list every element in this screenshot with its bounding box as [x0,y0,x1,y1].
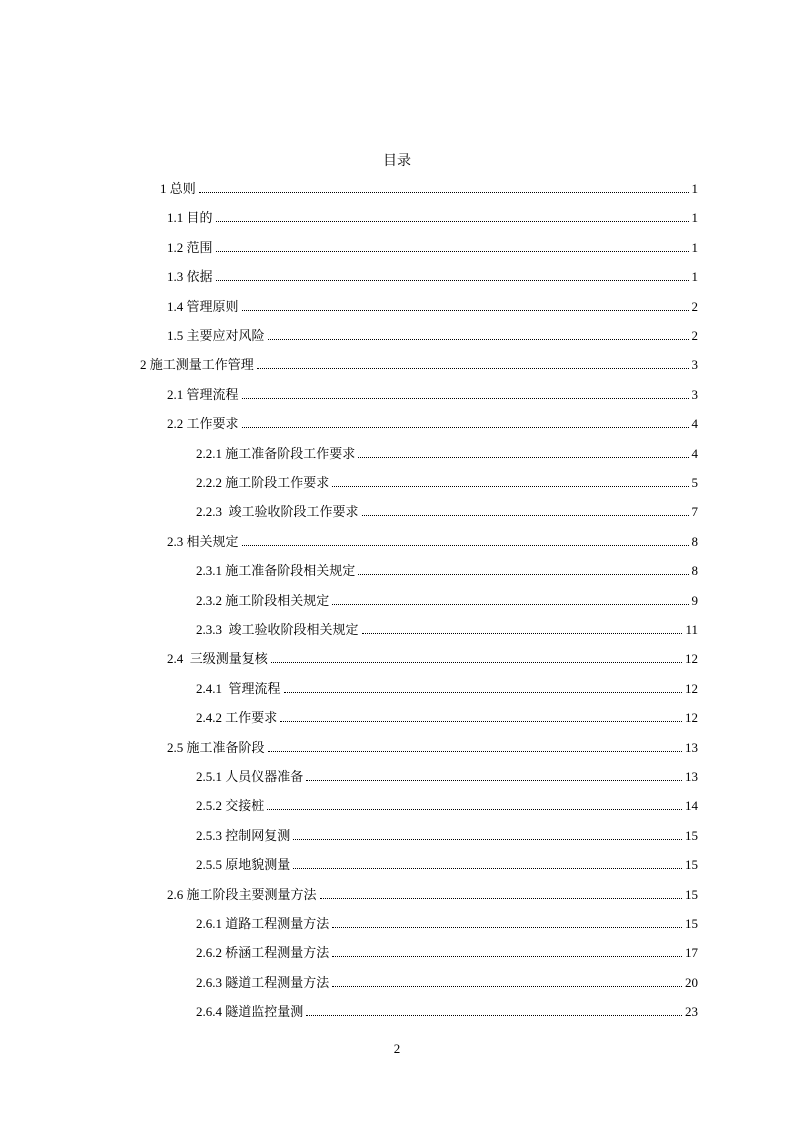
toc-entry-label: 1.1 目的 [167,210,213,226]
toc-entry[interactable] [196,797,698,815]
toc-entry-page: 8 [691,533,698,549]
toc-entry-page: 13 [685,769,698,784]
toc-entry-label: 2.4.1 管理流程 [196,680,281,696]
toc-entry[interactable] [167,239,698,257]
toc-entry[interactable] [196,944,698,962]
toc-entry[interactable] [167,415,698,433]
toc-entry-label: 2.3.2 施工阶段相关规定 [196,592,330,608]
toc-entry[interactable] [196,621,698,639]
toc-entry-page: 15 [685,857,698,873]
toc-dot-leader [358,573,688,575]
toc-dot-leader [216,250,689,252]
toc-entry[interactable] [196,503,698,521]
toc-dot-leader [332,985,682,987]
toc-dot-leader [293,838,682,840]
toc-entry[interactable] [196,709,698,727]
toc-entry[interactable] [196,915,698,933]
toc-entry-page: 15 [685,886,698,902]
toc-entry-page: 4 [691,445,698,461]
toc-entry[interactable] [167,886,698,904]
toc-entry[interactable] [196,856,698,874]
toc-dot-leader [242,309,689,311]
toc-entry-page: 2 [691,328,698,343]
toc-entry-page: 13 [685,739,698,755]
toc-entry-label: 2.3.3 竣工验收阶段相关规定 [196,622,359,637]
toc-entry-label: 1 总则 [160,181,196,196]
toc-entry[interactable] [167,739,698,757]
toc-entry-page: 12 [685,680,698,696]
toc-entry-page: 1 [691,210,698,226]
toc-dot-leader [267,808,682,810]
toc-entry-page: 1 [691,269,698,285]
toc-title: 目录 [383,154,411,169]
toc-entry-page: 7 [691,504,698,520]
toc-dot-leader [362,632,683,634]
toc-dot-leader [268,338,689,340]
toc-entry[interactable] [196,827,698,845]
toc-dot-leader [320,897,682,899]
toc-dot-leader [306,1014,682,1016]
toc-entry-page: 12 [685,710,698,726]
toc-dot-leader [242,544,689,546]
toc-dot-leader [306,779,682,781]
toc-entry-label: 1.3 依据 [167,269,213,285]
toc-entry-label: 2.5.1 人员仪器准备 [196,769,304,784]
toc-entry-label: 2.2 工作要求 [167,416,239,432]
toc-entry-label: 1.2 范围 [167,239,213,255]
toc-entry-page: 20 [685,974,698,990]
toc-entry-label: 2.6.1 道路工程测量方法 [196,916,330,931]
toc-entry-page: 5 [691,475,698,490]
toc-entry[interactable] [167,386,698,404]
toc-entry-page: 3 [691,357,698,373]
toc-entry[interactable] [196,680,698,698]
toc-entry[interactable] [167,209,698,227]
toc-entry-page: 11 [685,622,698,637]
toc-entry-page: 14 [685,798,698,814]
toc-entry-page: 4 [691,416,698,432]
toc-dot-leader [242,397,689,399]
toc-entry-page: 8 [691,563,698,579]
toc-entry-label: 2.6 施工阶段主要测量方法 [167,886,317,902]
toc-entry-page: 1 [691,181,698,196]
toc-entry-page: 17 [685,945,698,961]
toc-entry-label: 2.3 相关规定 [167,533,239,549]
toc-entry-label: 2.5.2 交接桩 [196,798,265,814]
toc-entry-page: 23 [685,1004,698,1020]
toc-entry-label: 2.2.1 施工准备阶段工作要求 [196,445,356,461]
toc-entry-label: 2.6.2 桥涵工程测量方法 [196,945,330,961]
toc-entry[interactable] [196,974,698,992]
toc-entry-label: 2.2.3 竣工验收阶段工作要求 [196,504,359,520]
toc-dot-leader [332,603,688,605]
toc-dot-leader [332,485,688,487]
toc-dot-leader [216,220,689,222]
toc-dot-leader [199,191,689,193]
page-number: 2 [393,1041,401,1056]
toc-dot-leader [332,955,682,957]
toc-entry-label: 2.1 管理流程 [167,386,239,402]
toc-entry-page: 9 [691,592,698,608]
toc-entry-label: 1.4 管理原则 [167,298,239,314]
toc-entry[interactable] [196,1003,698,1021]
toc-dot-leader [332,926,682,928]
toc-entry-page: 15 [685,827,698,843]
toc-dot-leader [268,750,682,752]
toc-dot-leader [293,867,682,869]
toc-entry[interactable] [196,445,698,463]
toc-dot-leader [280,720,682,722]
toc-dot-leader [257,367,689,369]
toc-entry-label: 2.6.4 隧道监控量测 [196,1004,304,1020]
toc-entry-label: 2.3.1 施工准备阶段相关规定 [196,563,356,579]
toc-entry-label: 2.5 施工准备阶段 [167,739,265,755]
toc-dot-leader [358,456,688,458]
toc-entry-label: 2.4 三级测量复核 [167,651,268,667]
toc-entry-label: 2 施工测量工作管理 [140,357,254,373]
toc-entry[interactable] [160,180,698,198]
toc-entry[interactable] [167,268,698,286]
toc-entry-page: 3 [691,386,698,402]
toc-entry-page: 15 [685,916,698,931]
toc-entry[interactable] [196,592,698,610]
toc-dot-leader [362,514,689,516]
toc-entry[interactable] [167,533,698,551]
toc-dot-leader [284,691,682,693]
toc-entry[interactable] [196,562,698,580]
toc-dot-leader [216,279,689,281]
toc-entry-label: 2.2.2 施工阶段工作要求 [196,475,330,490]
toc-entry[interactable] [196,474,698,492]
toc-entry[interactable] [167,298,698,316]
toc-entry-page: 1 [691,239,698,255]
toc-dot-leader [271,661,682,663]
toc-entry-label: 2.4.2 工作要求 [196,710,278,726]
toc-dot-leader [242,426,689,428]
toc-entry[interactable] [140,356,698,374]
toc-entry-label: 1.5 主要应对风险 [167,328,265,343]
toc-entry-label: 2.5.3 控制网复测 [196,827,291,843]
toc-entry-page: 2 [691,298,698,314]
toc-entry[interactable] [167,327,698,345]
toc-entry-page: 12 [685,651,698,667]
toc-entry[interactable] [167,650,698,668]
toc-entry-label: 2.5.5 原地貌测量 [196,857,291,873]
toc-entry[interactable] [196,768,698,786]
toc-entry-label: 2.6.3 隧道工程测量方法 [196,974,330,990]
